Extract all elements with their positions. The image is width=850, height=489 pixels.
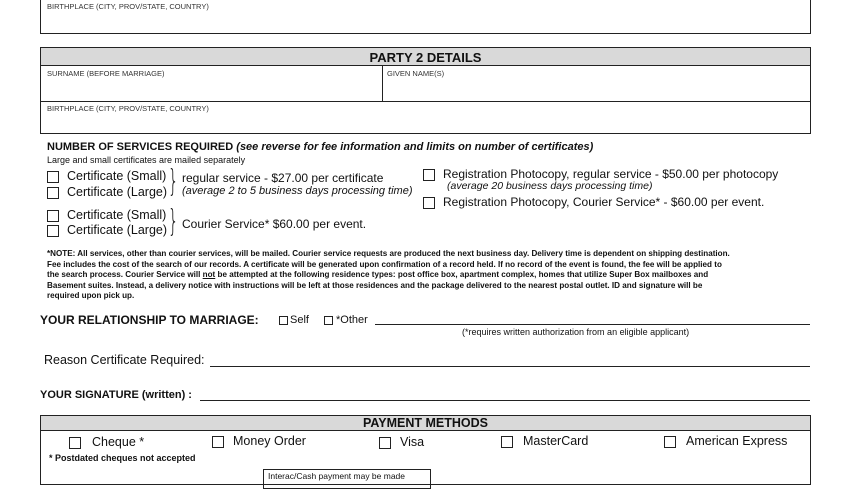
note-line-3a: the search process. Courier Service will — [47, 270, 203, 280]
party1-birthplace-field[interactable] — [40, 0, 811, 34]
services-note — [47, 249, 817, 302]
party2-birthplace-label: BIRTHPLACE (CITY, PROV/STATE, COUNTRY) — [47, 104, 209, 113]
reg-photocopy-regular-note: (average 20 business days processing time) — [447, 180, 653, 192]
signature-field[interactable] — [200, 400, 810, 401]
reg-photocopy-regular-checkbox[interactable] — [423, 169, 435, 181]
party2-birthplace-field[interactable] — [41, 102, 810, 133]
payment-interac-box — [263, 469, 431, 489]
regular-service-label: regular service - $27.00 per certificate — [182, 171, 384, 185]
payment-header: PAYMENT METHODS — [362, 416, 488, 430]
reason-field[interactable] — [210, 366, 810, 367]
party2-surname-label: SURNAME (BEFORE MARRIAGE) — [47, 69, 165, 78]
cert-small-courier-label: Certificate (Small) — [67, 208, 167, 222]
note-line-5: required upon pick up. — [47, 291, 135, 301]
relationship-other-field[interactable] — [375, 324, 810, 325]
cert-large-courier-checkbox[interactable] — [47, 225, 59, 237]
party2-header: PARTY 2 DETAILS — [369, 50, 482, 65]
note-line-3 — [47, 270, 817, 281]
payment-cheque-label: Cheque * — [92, 435, 145, 449]
note-line-1: *NOTE: All services, other than courier services, will be mailed. Courier service requests are produced the next business day. Delivery time is dependent on shipping destination. — [47, 249, 730, 258]
signature-label: YOUR SIGNATURE (written) : — [40, 389, 192, 401]
reason-label: Reason Certificate Required: — [44, 353, 205, 367]
payment-visa-label: Visa — [400, 435, 425, 449]
payment-postdated-note: * Postdated cheques not accepted — [49, 453, 196, 463]
courier-brace-icon: } — [168, 204, 179, 239]
services-heading-text: NUMBER OF SERVICES REQUIRED — [47, 141, 234, 153]
cert-small-regular-label: Certificate (Small) — [67, 169, 167, 183]
payment-mastercard-checkbox[interactable] — [501, 436, 513, 448]
relationship-other-checkbox[interactable] — [324, 316, 333, 325]
regular-service-note: (average 2 to 5 business days processing time) — [182, 185, 413, 197]
note-line-4: Basement suites. Instead, a delivery notice with instructions will be left at those residences and the package delivered to the nearest postal outlet. ID and signature will be — [47, 280, 703, 290]
payment-money-order-label: Money Order — [233, 434, 306, 448]
payment-mastercard-label: MasterCard — [523, 434, 589, 448]
payment-section — [40, 415, 811, 485]
payment-money-order-checkbox[interactable] — [212, 436, 224, 448]
party2-given-names-label: GIVEN NAME(S) — [387, 69, 445, 78]
relationship-self-checkbox[interactable] — [279, 316, 288, 325]
payment-amex-label: American Express — [686, 434, 788, 448]
services-heading-note: (see reverse for fee information and limits on number of certificates) — [236, 141, 594, 153]
cert-small-courier-checkbox[interactable] — [47, 210, 59, 222]
note-line-3b: be attempted at the following residence types: post office box, apartment complex, homes that utilize Super Box mailboxes and — [215, 270, 709, 280]
reg-photocopy-regular-label: Registration Photocopy, regular service - $50.00 per photocopy — [443, 167, 779, 181]
party1-birthplace-label: BIRTHPLACE (CITY, PROV/STATE, COUNTRY) — [47, 2, 209, 11]
services-heading — [47, 141, 593, 153]
relationship-authorization-note: (*requires written authorization from an eligible applicant) — [462, 327, 690, 337]
payment-interac-note: Interac/Cash payment may be made — [268, 471, 406, 481]
cert-small-regular-checkbox[interactable] — [47, 171, 59, 183]
services-mail-note: Large and small certificates are mailed separately — [47, 155, 246, 165]
note-not-emphasis: not — [202, 270, 216, 280]
reg-photocopy-courier-checkbox[interactable] — [423, 197, 435, 209]
relationship-label: YOUR RELATIONSHIP TO MARRIAGE: — [40, 313, 259, 327]
party2-section — [40, 47, 811, 134]
party2-surname-field[interactable] — [41, 66, 383, 102]
payment-amex-checkbox[interactable] — [664, 436, 676, 448]
regular-brace-icon: } — [168, 164, 179, 199]
courier-service-label: Courier Service* $60.00 per event. — [182, 217, 367, 231]
payment-cheque-checkbox[interactable] — [69, 437, 81, 449]
party2-given-names-field[interactable] — [383, 66, 810, 102]
payment-visa-checkbox[interactable] — [379, 437, 391, 449]
relationship-other-label: *Other — [336, 314, 368, 326]
cert-large-regular-label: Certificate (Large) — [67, 185, 168, 199]
cert-large-courier-label: Certificate (Large) — [67, 223, 168, 237]
relationship-self-label: Self — [290, 314, 309, 326]
cert-large-regular-checkbox[interactable] — [47, 187, 59, 199]
reg-photocopy-courier-label: Registration Photocopy, Courier Service* - $60.00 per event. — [443, 195, 765, 209]
note-line-2: Fee includes the cost of the search of our records. A certificate will be generated upon confirmation of a record held. If no record of the event is found, the fee will be applied to — [47, 259, 722, 269]
